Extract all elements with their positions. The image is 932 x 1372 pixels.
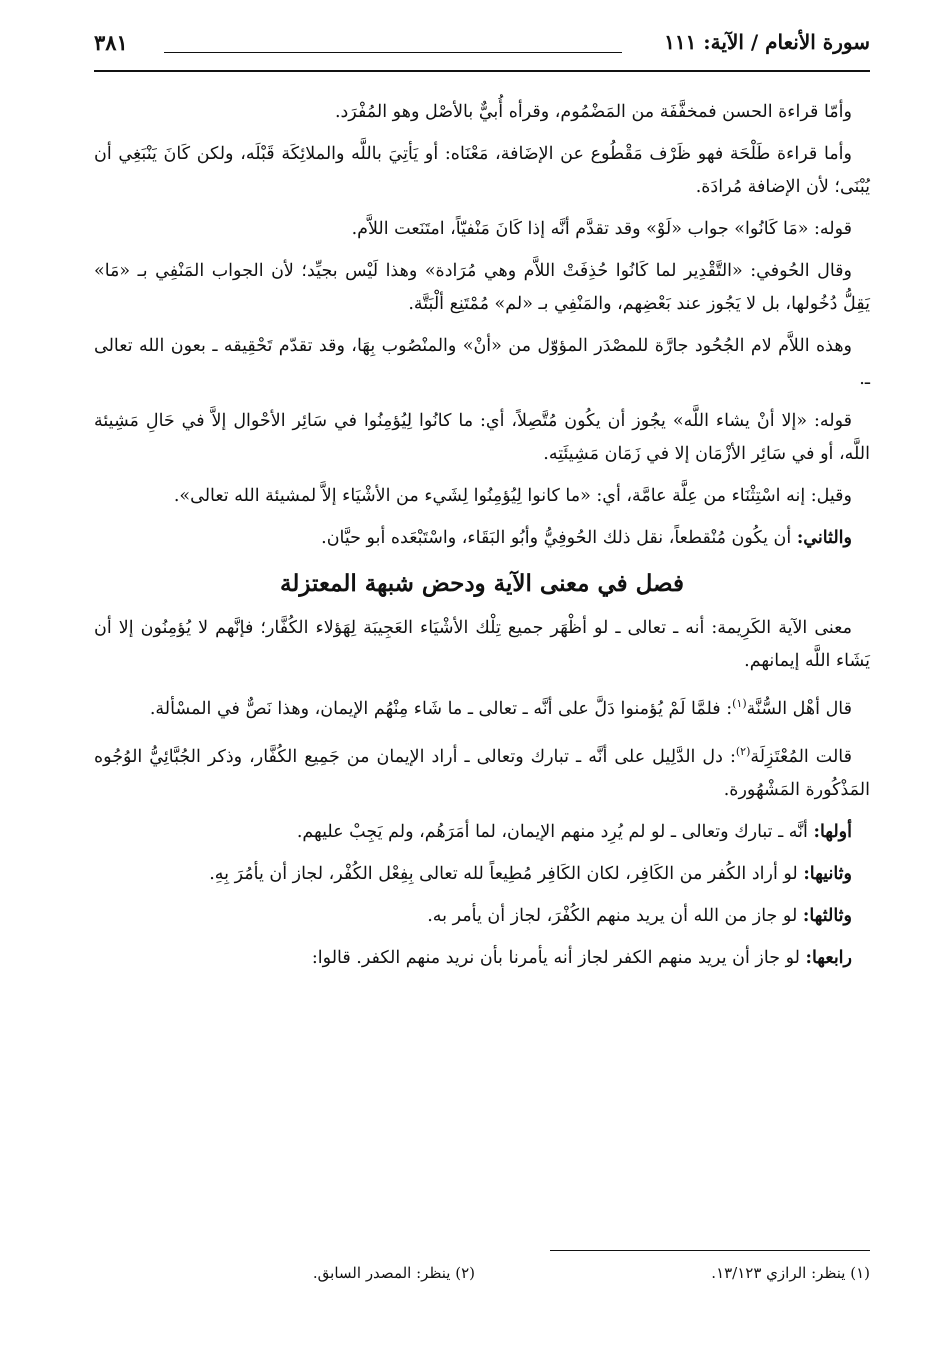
paragraph-text: معنى الآية الكَرِيمة: أنه ـ تعالى ـ لو أظْهَر جميع تِلْك الأشْيَاء العَجِيبَة لِهَؤلاء الكُفَّار؛ فإنَّهم لا يُؤمِنُون إلا أن يَشَاء اللَّه إيمانهم. [94, 618, 870, 671]
paragraph-text: لو جاز من الله أن يريد منهم الكُفْرَ، لجاز أن يأمر به. [427, 905, 803, 926]
paragraph-text: لو أراد الكُفر من الكَافِر، لكان الكَافِر مُطِيعاً لله تعالى بِفِعْل الكُفْر، لجاز أن يأمُرَ بِهِ. [209, 863, 804, 884]
paragraph-text: قال أهْل السُّنَّة [746, 698, 852, 719]
paragraph-text: وهذه اللاَّم لام الجُحُود جارَّة للمصْدَر المؤوّل من «أنْ» والمنْصُوب بِهَا، وقد تقدّم تَحْقِيقه ـ بعون الله تعالى ـ. [94, 336, 870, 389]
paragraph-text: وقيل: إنه اسْتِثْنَاء من عِلَّة عامَّة، أي: «ما كانوا لِيُؤمِنُوا لِشَيء من الأشْيَاء إلاَّ لمشيئة الله تعالى». [173, 486, 852, 506]
footnotes [94, 1264, 870, 1292]
section-title: فصل في معنى الآية ودحض شبهة المعتزلة [280, 570, 684, 597]
footnote-1: (١) ينظر: الرازي ١٣/١٢٣. [711, 1264, 870, 1282]
paragraph-4 [94, 255, 870, 321]
section-paragraph-5 [94, 858, 870, 891]
paragraph-lead: رابعها: [805, 947, 852, 968]
paragraph-lead: والثاني: [796, 528, 852, 548]
paragraph-lead: وثانيها: [803, 863, 852, 884]
paragraph-text: قوله: «مَا كَانُوا» جواب «لَوْ» وقد تقدَّم أنَّه إذا كَانَ مَنْفيّاً، امتَنَعت اللاَّم. [351, 219, 852, 239]
paragraph-text: أن يكُون مُنْقطعاً، نقل ذلك الحُوفِيُّ وأبُو البَقَاء، واسْتَبْعَده أبو حيَّان. [321, 528, 797, 548]
paragraph-text: وأمّا قراءة الحسن فمخفَّفَة من المَضْمُوم، وقرأه أُبيٌّ بالأصْل وهو المُفْرَد. [334, 102, 852, 122]
paragraph-text: وقال الحُوفي: «التَّقْدِير لما كَانُوا حُذِفَتْ اللاَّم وهي مُرَادة» وهذا لَيْس بجيِّد؛ لأن الجواب المَنْفِي بـ «مَا» يَقِلُّ دُخُولها، بل لا يَجُوز عند بَعْضِهم، والمَنْفِي بـ «لم» مُمْتَنِع ألْبَتَّة. [94, 261, 870, 314]
running-header [94, 28, 870, 64]
footnote-2: (٢) ينظر: المصدر السابق. [312, 1264, 475, 1282]
paragraph-lead: وثالثها: [802, 905, 852, 926]
section-paragraph-7 [94, 942, 870, 975]
paragraph-text: أنَّه ـ تبارك وتعالى ـ لو لم يُرِد منهم الإيمان، لما أمَرَهُم، ولم يَجِبْ عليهم. [296, 821, 814, 842]
footnote-marker-2[interactable]: (٢) [735, 744, 751, 758]
section-paragraph-4 [94, 816, 870, 849]
paragraph-7 [94, 480, 870, 513]
footnote-rule [550, 1250, 870, 1251]
paragraph-text: قوله: «إلا أنْ يشاء اللَّه» يجُوز أن يكُون مُتَّصِلاً، أي: ما كانُوا لِيُؤمِنُوا في سَائِر الأحْوال إلاَّ في حَالِ مَشِيئة اللَّه، أو في سَائِر الأزْمَان إلا في زَمَان مَشِيئَتِه. [94, 411, 870, 464]
surah-header-title: سورة الأنعام / الآية: ١١١ [664, 30, 870, 54]
page-number: ٣٨١ [94, 30, 128, 55]
section-paragraph-2 [94, 687, 870, 726]
header-fill-line [164, 52, 622, 53]
paragraph-text-tail: : دل الدَّلِيل على أنَّه ـ تبارك وتعالى ـ أراد الإيمان من جَمِيع الكُفَّار، وذكر الجُبَّائِيُّ الوُجُوه المَذْكُورة المَشْهُورة. [94, 746, 870, 800]
section-paragraph-1 [94, 612, 870, 678]
paragraph-3 [94, 213, 870, 246]
section-paragraph-3 [94, 735, 870, 807]
paragraph-6 [94, 405, 870, 471]
paragraph-8 [94, 522, 870, 555]
paragraph-text-tail: : فلمَّا لَمْ يُؤمنوا دَلَّ على أنَّه ـ تعالى ـ ما شَاء مِنْهُم الإيمان، وهذا نَصٌّ في المسْألة. [149, 698, 733, 719]
page-body [94, 96, 870, 984]
footnote-marker-1[interactable]: (١) [732, 697, 747, 710]
section-paragraph-6 [94, 900, 870, 933]
paragraph-text: وأما قراءة طَلْحَة فهو ظَرْف مَقْطُوع عن الإضَافة، مَعْنَاه: أو يَأتِيَ باللَّه والملائِكَة قَبْلَه، ولكن كَانَ يَنْبَغِي أن يُبْنَى؛ لأن الإضافة مُرادَة. [94, 144, 870, 197]
paragraph-1 [94, 96, 870, 129]
paragraph-lead: أولها: [813, 821, 852, 842]
paragraph-5 [94, 330, 870, 396]
header-rule [94, 70, 870, 72]
paragraph-text: لو جاز أن يريد منهم الكفر لجاز أنه يأمرنا بأن نريد منهم الكفر. قالوا: [311, 947, 806, 968]
paragraph-2 [94, 138, 870, 204]
paragraph-text: قالت المُعْتَزِلَة [750, 746, 852, 767]
